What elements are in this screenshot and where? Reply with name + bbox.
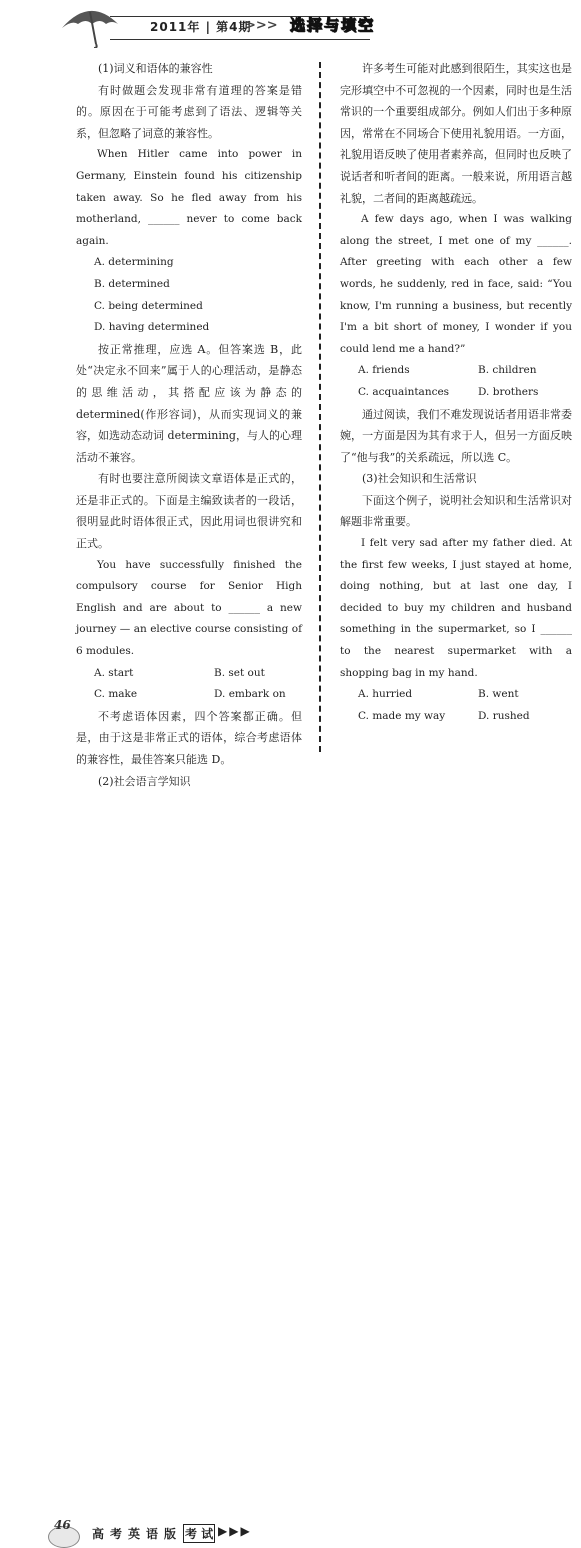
answer-options [340,684,572,706]
answer-options [340,360,572,382]
option: A. hurried [358,688,413,701]
answer-options [76,274,302,296]
option: B. went [478,688,519,701]
option: C. make [94,688,138,701]
option: B. determined [94,277,170,290]
answer-options [340,706,572,728]
option: B. set out [214,666,265,679]
paragraph: 有时做题会发现非常有道理的答案是错的。原因在于可能考虑到了语法、逻辑等关系，但忽略了词意的兼容性。 [76,83,302,140]
option: A. friends [358,364,410,377]
option: B. children [478,364,537,377]
option: C. made my way [358,709,446,722]
option: D. having determined [94,321,210,334]
footer-arrows: ▶▶▶ [218,1524,252,1538]
answer-options [340,382,572,404]
english-passage: You have successfully finished the compulsory course for Senior High English and are about to ______ a new journey — an elective course consisting of 6 modules. [76,558,302,658]
paragraph: 按正常推理，应选 A。但答案选 B，此处“决定永不回来”属于人的心理活动，是静态的思维活动，其搭配应该为静态的 determined(作形容词)，从而实现词义的兼容，如选动态动词 determining，与人的心理活动不兼容。 [76,342,302,464]
magazine-boxed: 考 试 [183,1524,215,1543]
magazine-title: 高考英语版 [92,1527,183,1541]
paragraph: 不考虑语体因素，四个答案都正确。但是，由于这是非常正式的语体，综合考虑语体的兼容性，最佳答案只能选 D。 [76,709,302,766]
paragraph: 有时也要注意所阅读文章语体是正式的，还是非正式的。下面是主编致读者的一段话，很明显此时语体很正式，因此用词也很讲究和正式。 [76,472,302,551]
option: C. acquaintances [358,385,450,398]
paragraph: 通过阅读，我们不难发现说话者用语非常委婉，一方面是因为其有求于人，但另一方面反映了“他与我”的关系疏远，所以选 C。 [340,407,572,464]
option: D. rushed [478,709,530,722]
page-header [0,0,581,48]
english-passage: A few days ago, when I was walking along the street, I met one of my ______. After greeting with each other a few words, he suddenly, red in face, said: “You know, I'm running a business, but recently I'm a bit short of money, I wonder if you could lend me a hand?” [340,213,572,355]
english-passage: When Hitler came into power in Germany, Einstein found his citizenship taken away. So he fled away from his motherland, ______ never to come back again. [76,148,302,247]
answer-options [76,252,302,274]
option: A. start [94,666,134,679]
option: A. determining [94,256,174,269]
column-divider [319,62,321,752]
option: C. being determined [94,299,203,312]
paragraph: (3)社会知识和生活常识 [362,472,477,486]
header-arrows: >>> [245,18,278,33]
paragraph: 许多考生可能对此感到很陌生，其实这也是完形填空中不可忽视的一个因素，同时也是生活常识的一个重要组成部分。例如人们出于多种原因，常常在不同场合下使用礼貌用语。一方面，礼貌用语反映了使用者素养高，但同时也反映了说话者和听者间的距离。一般来说，所用语言越礼貌，二者间的距离越疏远。 [340,62,572,205]
answer-options [76,296,302,318]
page-number: 46 [54,1518,71,1532]
paragraph: 下面这个例子，说明社会知识和生活常识对解题非常重要。 [340,493,572,529]
left-column [76,58,302,792]
answer-options [76,317,302,339]
right-column [340,58,572,727]
english-passage: I felt very sad after my father died. At the first few weeks, I just stayed at home, doing nothing, but at last one day, I decided to buy my children and husband something in the supermarket, so I ______ to the nearest supermarket with a shopping bag in my hand. [340,537,572,679]
paragraph: (2)社会语言学知识 [98,774,191,788]
answer-options [76,684,302,706]
paragraph: (1)词义和语体的兼容性 [98,62,213,75]
answer-options [76,663,302,685]
option: D. brothers [478,385,539,398]
option: D. embark on [214,688,286,701]
issue-label: 2011年 | 第4期 [150,20,252,34]
page-footer [0,754,581,1541]
section-title: 选择与填空 [290,16,376,34]
magazine-name [92,1524,215,1543]
